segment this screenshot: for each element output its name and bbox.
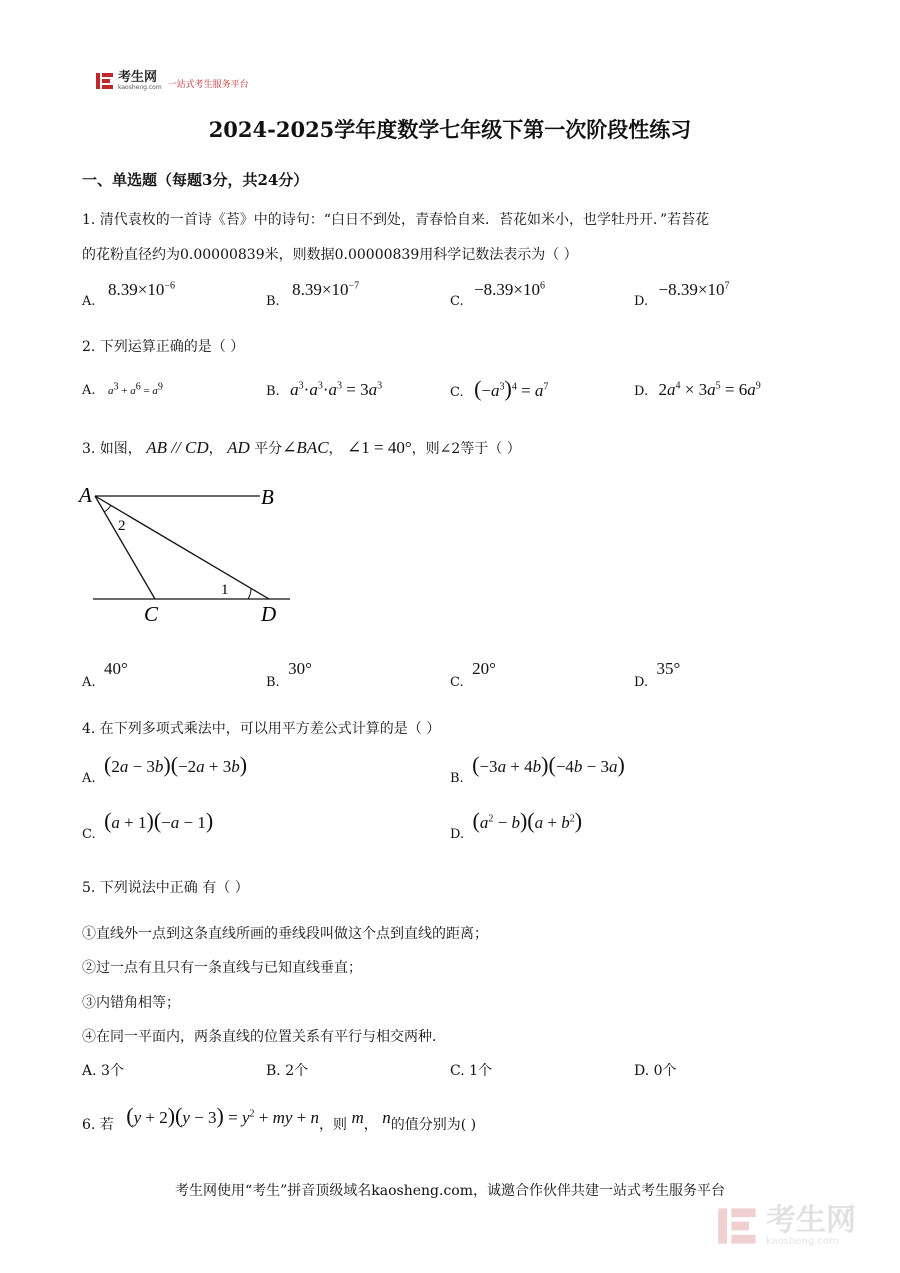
q4-stem: 4. 在下列多项式乘法中，可以用平方差公式计算的是（ ） [82, 721, 441, 737]
brand-slogan: 一站式考生服务平台 [167, 79, 249, 90]
q2-option-b[interactable]: B. $a^3\cdot a^3\cdot a^3 = 3a^3$ [266, 380, 383, 399]
watermark-logo-icon [716, 1204, 760, 1248]
q1-option-d-value: $-8.39\times 10^7$ [658, 280, 730, 299]
page-title: 2024-2025学年度数学七年级下第一次阶段性练习 [208, 117, 692, 142]
q1-option-b-value: $8.39\times 10^{-7}$ [292, 280, 360, 299]
q1-line1: 1. 清代袁枚的一首诗《苔》中的诗句：“白日不到处，青春恰自来．苔花如米小，也学牡丹开．”若苔花 [82, 212, 710, 228]
label-angle-2: 2 [118, 518, 126, 534]
q1-line2: 的花粉直径约为0.00000839米，则数据0.00000839用科学记数法表示为（ ） [82, 247, 578, 263]
q5-statement-4: ④在同一平面内，两条直线的位置关系有平行与相交两种． [82, 1029, 446, 1045]
q4-option-b[interactable]: B. (−3a + 4b)(−4b − 3a) [450, 752, 625, 786]
q1-option-c[interactable]: C. $-8.39\times 10^6$ [450, 280, 546, 309]
q2-option-d-expr: $2a^4 \times 3a^5 = 6a^9$ [658, 380, 761, 399]
q5-option-b[interactable]: B. 2个 [266, 1063, 309, 1079]
q4-option-b-expr: (−3a + 4b)(−4b − 3a) [472, 752, 625, 777]
watermark-name: 考生网 [766, 1202, 856, 1238]
q1-option-b[interactable]: B. $8.39\times 10^{-7}$ [266, 280, 360, 309]
label-c: C [144, 602, 159, 626]
brand-name: 考生网 [118, 70, 158, 85]
q2-option-a-expr: $a^3 + a^6 = a^9$ [107, 381, 163, 397]
q1-option-d[interactable]: D. $-8.39\times 10^7$ [634, 280, 730, 309]
q2-option-d[interactable]: D. $2a^4 \times 3a^5 = 6a^9$ [634, 380, 761, 399]
q3-stem: 3. 如图， AB // CD， AD 平分∠BAC， ∠1 = 40°，则∠2等于（ ） [82, 438, 521, 457]
q4-option-d[interactable]: D. $(a^2 - b)(a + b^2)$ [450, 808, 583, 842]
q1-option-a[interactable]: A. $8.39\times 10^{-6}$ [82, 280, 175, 309]
q3-option-a-value: 40° [103, 659, 128, 678]
q3-option-c-value: 20° [472, 659, 496, 678]
q4-option-c-expr: (a + 1)(−a − 1) [104, 808, 214, 833]
q2-option-c[interactable]: C. $(-a^3)^4 = a^7$ [450, 376, 549, 401]
label-b: B [261, 485, 274, 509]
q2-option-b-expr: $a^3\cdot a^3\cdot a^3 = 3a^3$ [290, 380, 383, 399]
q5-option-c[interactable]: C. 1个 [450, 1063, 493, 1079]
angle-1-arc [248, 588, 251, 599]
q6-stem: 6. 若 $(y + 2)(y - 3) = y^2$ + my + n，则 m， n的值分别为( ) [82, 1103, 477, 1133]
brand-domain: kaosheng.com [118, 84, 162, 91]
q5-statement-3: ③内错角相等； [82, 995, 180, 1011]
q3-option-b-value: 30° [288, 659, 312, 678]
q2-option-a[interactable]: A. $a^3 + a^6 = a^9$ [82, 381, 163, 398]
q3-option-d[interactable]: D. 35° [634, 659, 681, 690]
label-a: A [79, 483, 92, 507]
q4-option-c[interactable]: C. (a + 1)(−a − 1) [82, 808, 214, 842]
q5-stem: 5. 下列说法中正确 有（ ） [82, 880, 249, 896]
segment-ad [95, 496, 269, 599]
q1-option-c-value: $-8.39\times 10^6$ [474, 280, 546, 299]
section-heading: 一、单选题（每题3分，共24分） [82, 171, 309, 189]
q2-option-c-expr: $(-a^3)^4 = a^7$ [474, 376, 549, 401]
angle-2-arc [104, 505, 111, 512]
q4-option-a-expr: (2a − 3b)(−2a + 3b) [103, 752, 248, 777]
q4-option-d-expr: $(a^2 - b)(a + b^2)$ [472, 808, 583, 833]
q2-stem: 2. 下列运算正确的是（ ） [82, 339, 245, 355]
q3-option-c[interactable]: C. 20° [450, 659, 496, 690]
q6-expr: $(y + 2)(y - 3) = y^2$ + my + n [126, 1103, 320, 1128]
q5-option-a[interactable]: A. 3个 [82, 1063, 124, 1079]
label-angle-1: 1 [221, 582, 229, 598]
q3-figure [75, 478, 305, 628]
q4-option-a[interactable]: A. (2a − 3b)(−2a + 3b) [82, 752, 248, 786]
brand-logo[interactable] [95, 71, 249, 91]
q3-option-b[interactable]: B. 30° [266, 659, 312, 690]
q1-option-a-value: $8.39\times 10^{-6}$ [107, 280, 175, 299]
label-d: D [261, 602, 277, 626]
footer-text: 考生网使用“考生”拼音顶级域名kaosheng.com，诚邀合作伙伴共建一站式考生服务平台 [174, 1183, 726, 1199]
watermark [716, 1204, 856, 1248]
q5-statement-2: ②过一点有且只有一条直线与已知直线垂直； [82, 960, 362, 976]
q5-option-d[interactable]: D. 0个 [634, 1063, 677, 1079]
brand-mark-icon [95, 71, 115, 91]
watermark-domain: kaosheng.com [766, 1235, 839, 1247]
q3-option-d-value: 35° [656, 659, 681, 678]
q3-option-a[interactable]: A. 40° [82, 659, 128, 690]
q5-statement-1: ①直线外一点到这条直线所画的垂线段叫做这个点到直线的距离； [82, 926, 488, 942]
